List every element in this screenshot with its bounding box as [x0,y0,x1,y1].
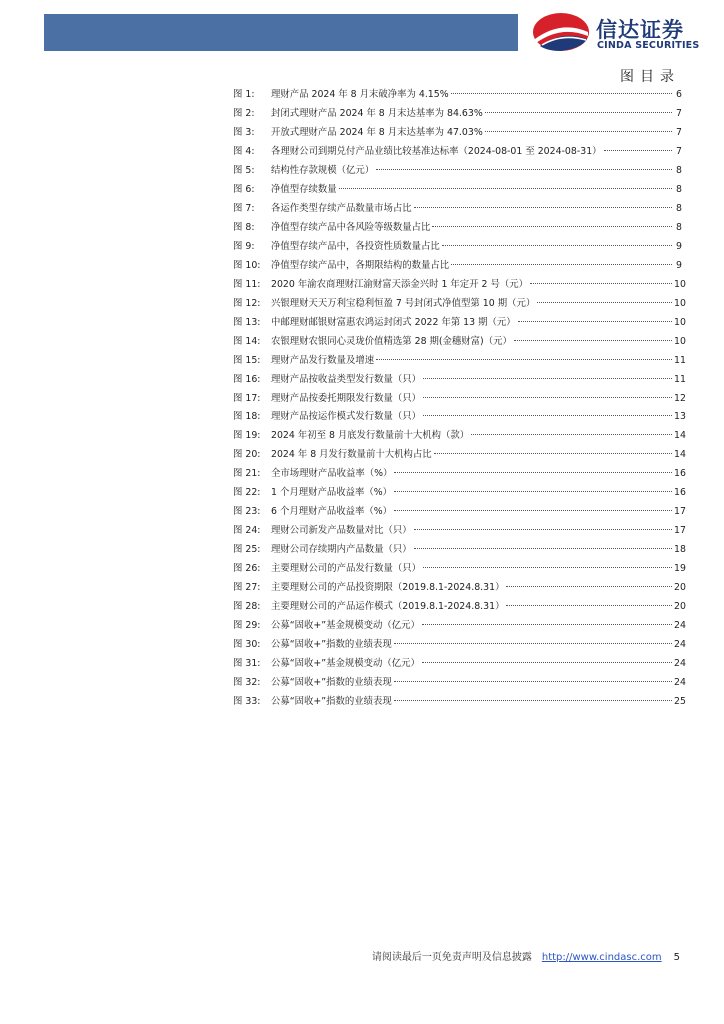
toc-entry[interactable] [233,655,686,674]
dot-leader [514,340,672,341]
figure-title: 各理财公司到期兑付产品业绩比较基准达标率（2024-08-01 至 2024-08-31） [271,145,602,157]
figure-label: 图 23: [233,506,261,518]
figure-page-number: 16 [674,468,686,480]
toc-entry[interactable] [233,105,682,124]
figure-title: 各运作类型存续产品数量市场占比 [271,202,412,214]
dot-leader [530,283,672,284]
figure-page-number: 19 [674,563,686,575]
figure-title: 公募“固收+”指数的业绩表现 [271,696,392,707]
figure-label: 图 31: [233,658,261,670]
figure-page-number: 25 [674,696,686,707]
dot-leader [414,207,672,208]
figure-label: 图 14: [233,335,261,347]
figure-page-number: 7 [676,107,682,119]
figure-label: 图 25: [233,544,261,556]
figure-title: 农银理财农银同心灵珑价值精选第 28 期(金穗财富)（元） [271,335,512,347]
toc-entry[interactable] [233,636,686,655]
figure-page-number: 8 [676,221,682,233]
figure-page-number: 24 [674,639,686,651]
figure-label: 图 32: [233,677,261,689]
figure-title: 公募“固收+”基金规模变动（亿元） [271,658,420,670]
header-bar [44,14,518,51]
figure-page-number: 8 [676,164,682,176]
figure-title: 6 个月理财产品收益率（%） [271,506,392,518]
toc-entry[interactable] [233,541,686,560]
toc-entry[interactable] [233,560,686,579]
toc-entry[interactable] [233,219,682,238]
toc-entry[interactable] [233,503,686,522]
toc-entry[interactable] [233,617,686,636]
figure-page-number: 20 [674,601,686,613]
dot-leader [394,491,672,492]
dot-leader [451,93,672,94]
figure-page-number: 9 [676,240,682,252]
dot-leader [394,472,672,473]
figure-page-number: 10 [674,335,686,347]
figure-label: 图 26: [233,563,261,575]
footer-website-link[interactable]: http://www.cindasc.com [541,952,662,963]
dot-leader [423,397,672,398]
figure-page-number: 24 [674,620,686,632]
figure-page-number: 17 [674,506,686,518]
figure-label: 图 16: [233,373,261,385]
figure-title: 开放式理财产品 2024 年 8 月末达基率为 47.03% [271,126,483,138]
figure-title: 中邮理财邮银财富惠农鸿运封闭式 2022 年第 13 期（元） [271,316,516,328]
figure-page-number: 11 [674,354,686,366]
figure-title: 兴银理财天天万利宝稳利恒盈 7 号封闭式净值型第 10 期（元） [271,297,536,309]
dot-leader [414,529,672,530]
figure-label: 图 27: [233,582,261,594]
table-of-figures [233,86,686,712]
toc-entry[interactable] [233,390,686,409]
toc-entry[interactable] [233,522,686,541]
figure-label: 图 4: [233,145,255,157]
toc-entry[interactable] [233,484,686,503]
toc-entry[interactable] [233,162,682,181]
figure-label: 图 20: [233,449,261,461]
figure-title: 净值型存续数量 [271,183,337,195]
dot-leader [506,605,672,606]
dot-leader [339,188,672,189]
figure-label: 图 5: [233,164,255,176]
figure-page-number: 24 [674,677,686,689]
dot-leader [376,169,672,170]
figure-title: 全市场理财产品收益率（%） [271,468,393,480]
dot-leader [394,681,672,682]
dot-leader [471,434,672,435]
figure-title: 理财产品按收益类型发行数量（只） [271,373,422,385]
toc-entry[interactable] [233,674,686,693]
figure-label: 图 30: [233,639,261,651]
figure-page-number: 6 [676,89,682,100]
figure-label: 图 13: [233,316,261,328]
figure-page-number: 20 [674,582,686,594]
figure-label: 图 18: [233,411,261,423]
figure-page-number: 13 [674,411,686,423]
figure-title: 净值型存续产品中，各期限结构的数量占比 [271,259,450,271]
dot-leader [451,264,672,265]
figure-title: 主要理财公司的产品运作模式（2019.8.1-2024.8.31） [271,601,505,613]
logo-chinese-name: 信达证券 [596,18,684,42]
logo-english-name: CINDA SECURITIES [597,40,700,51]
figure-title: 1 个月理财产品收益率（%） [271,487,392,499]
cinda-logo-icon [532,12,590,52]
figure-title: 2020 年渝农商理财江渝财富天添金兴时 1 年定开 2 号（元） [271,278,528,290]
toc-entry[interactable] [233,427,686,446]
figure-label: 图 19: [233,430,261,442]
toc-entry[interactable] [233,86,682,105]
figure-page-number: 24 [674,658,686,670]
figure-title: 理财产品按运作模式发行数量（只） [271,411,422,423]
figure-page-number: 8 [676,202,682,214]
figure-label: 图 28: [233,601,261,613]
figure-label: 图 9: [233,240,255,252]
figure-label: 图 11: [233,278,261,290]
dot-leader [414,548,672,549]
toc-entry[interactable] [233,352,686,371]
figure-title: 理财公司存续期内产品数量（只） [271,544,412,556]
figure-title: 理财产品发行数量及增速 [271,354,375,366]
figure-label: 图 3: [233,126,255,138]
figure-label: 图 8: [233,221,255,233]
figure-page-number: 10 [674,316,686,328]
figure-title: 主要理财公司的产品发行数量（只） [271,563,422,575]
figure-title: 理财产品按委托期限发行数量（只） [271,392,422,404]
figure-label: 图 10: [233,259,261,271]
toc-entry[interactable] [233,333,686,352]
toc-entry[interactable] [233,143,682,162]
page-number: 5 [673,952,680,963]
footer-disclaimer: 请阅读最后一页免责声明及信息披露 [371,952,532,963]
dot-leader [442,245,672,246]
dot-leader [604,150,672,151]
figure-label: 图 33: [233,696,261,707]
dot-leader [432,226,672,227]
toc-entry[interactable] [233,276,686,295]
figure-page-number: 11 [674,373,686,385]
figure-title: 结构性存款规模（亿元） [271,164,375,176]
dot-leader [376,359,672,360]
toc-entry[interactable] [233,446,686,465]
dot-leader [422,662,672,663]
figure-label: 图 24: [233,525,261,537]
figure-page-number: 10 [674,278,686,290]
figure-label: 图 29: [233,620,261,632]
figure-title: 净值型存续产品中各风险等级数量占比 [271,221,431,233]
toc-entry[interactable] [233,181,682,200]
dot-leader [422,624,672,625]
figure-label: 图 15: [233,354,261,366]
toc-entry[interactable] [233,579,686,598]
toc-title: 图目录 [620,69,680,85]
dot-leader [506,586,672,587]
figure-title: 2024 年初至 8 月底发行数量前十大机构（款） [271,430,470,442]
figure-label: 图 17: [233,392,261,404]
figure-title: 理财产品 2024 年 8 月末破净率为 4.15% [271,89,449,100]
figure-page-number: 7 [676,126,682,138]
figure-label: 图 2: [233,107,255,119]
figure-page-number: 17 [674,525,686,537]
figure-page-number: 9 [676,259,682,271]
dot-leader [537,302,672,303]
toc-entry[interactable] [233,465,686,484]
dot-leader [434,453,672,454]
dot-leader [423,415,672,416]
figure-title: 公募“固收+”指数的业绩表现 [271,639,392,651]
toc-entry[interactable] [233,295,686,314]
page-footer [0,948,680,963]
figure-title: 2024 年 8 月发行数量前十大机构占比 [271,449,432,461]
figure-page-number: 14 [674,449,686,461]
dot-leader [518,321,672,322]
figure-label: 图 12: [233,297,261,309]
toc-entry[interactable] [233,408,686,427]
dot-leader [394,510,672,511]
figure-page-number: 18 [674,544,686,556]
figure-label: 图 1: [233,89,255,100]
dot-leader [423,378,672,379]
figure-title: 公募“固收+”基金规模变动（亿元） [271,620,420,632]
figure-label: 图 7: [233,202,255,214]
toc-entry[interactable] [233,693,686,712]
figure-title: 理财公司新发产品数量对比（只） [271,525,412,537]
figure-title: 封闭式理财产品 2024 年 8 月末达基率为 84.63% [271,107,483,119]
dot-leader [394,700,672,701]
figure-page-number: 14 [674,430,686,442]
toc-entry[interactable] [233,238,682,257]
toc-entry[interactable] [233,598,686,617]
toc-entry[interactable] [233,371,686,390]
figure-page-number: 16 [674,487,686,499]
dot-leader [485,131,672,132]
figure-page-number: 7 [676,145,682,157]
figure-page-number: 10 [674,297,686,309]
figure-page-number: 8 [676,183,682,195]
company-logo [532,12,712,54]
figure-title: 公募“固收+”指数的业绩表现 [271,677,392,689]
figure-label: 图 21: [233,468,261,480]
toc-entry[interactable] [233,200,682,219]
dot-leader [394,643,672,644]
figure-page-number: 12 [674,392,686,404]
dot-leader [423,567,672,568]
dot-leader [485,112,672,113]
figure-title: 主要理财公司的产品投资期限（2019.8.1-2024.8.31） [271,582,505,594]
figure-title: 净值型存续产品中，各投资性质数量占比 [271,240,440,252]
toc-entry[interactable] [233,124,682,143]
figure-label: 图 22: [233,487,261,499]
toc-entry[interactable] [233,257,682,276]
toc-entry[interactable] [233,314,686,333]
figure-label: 图 6: [233,183,255,195]
